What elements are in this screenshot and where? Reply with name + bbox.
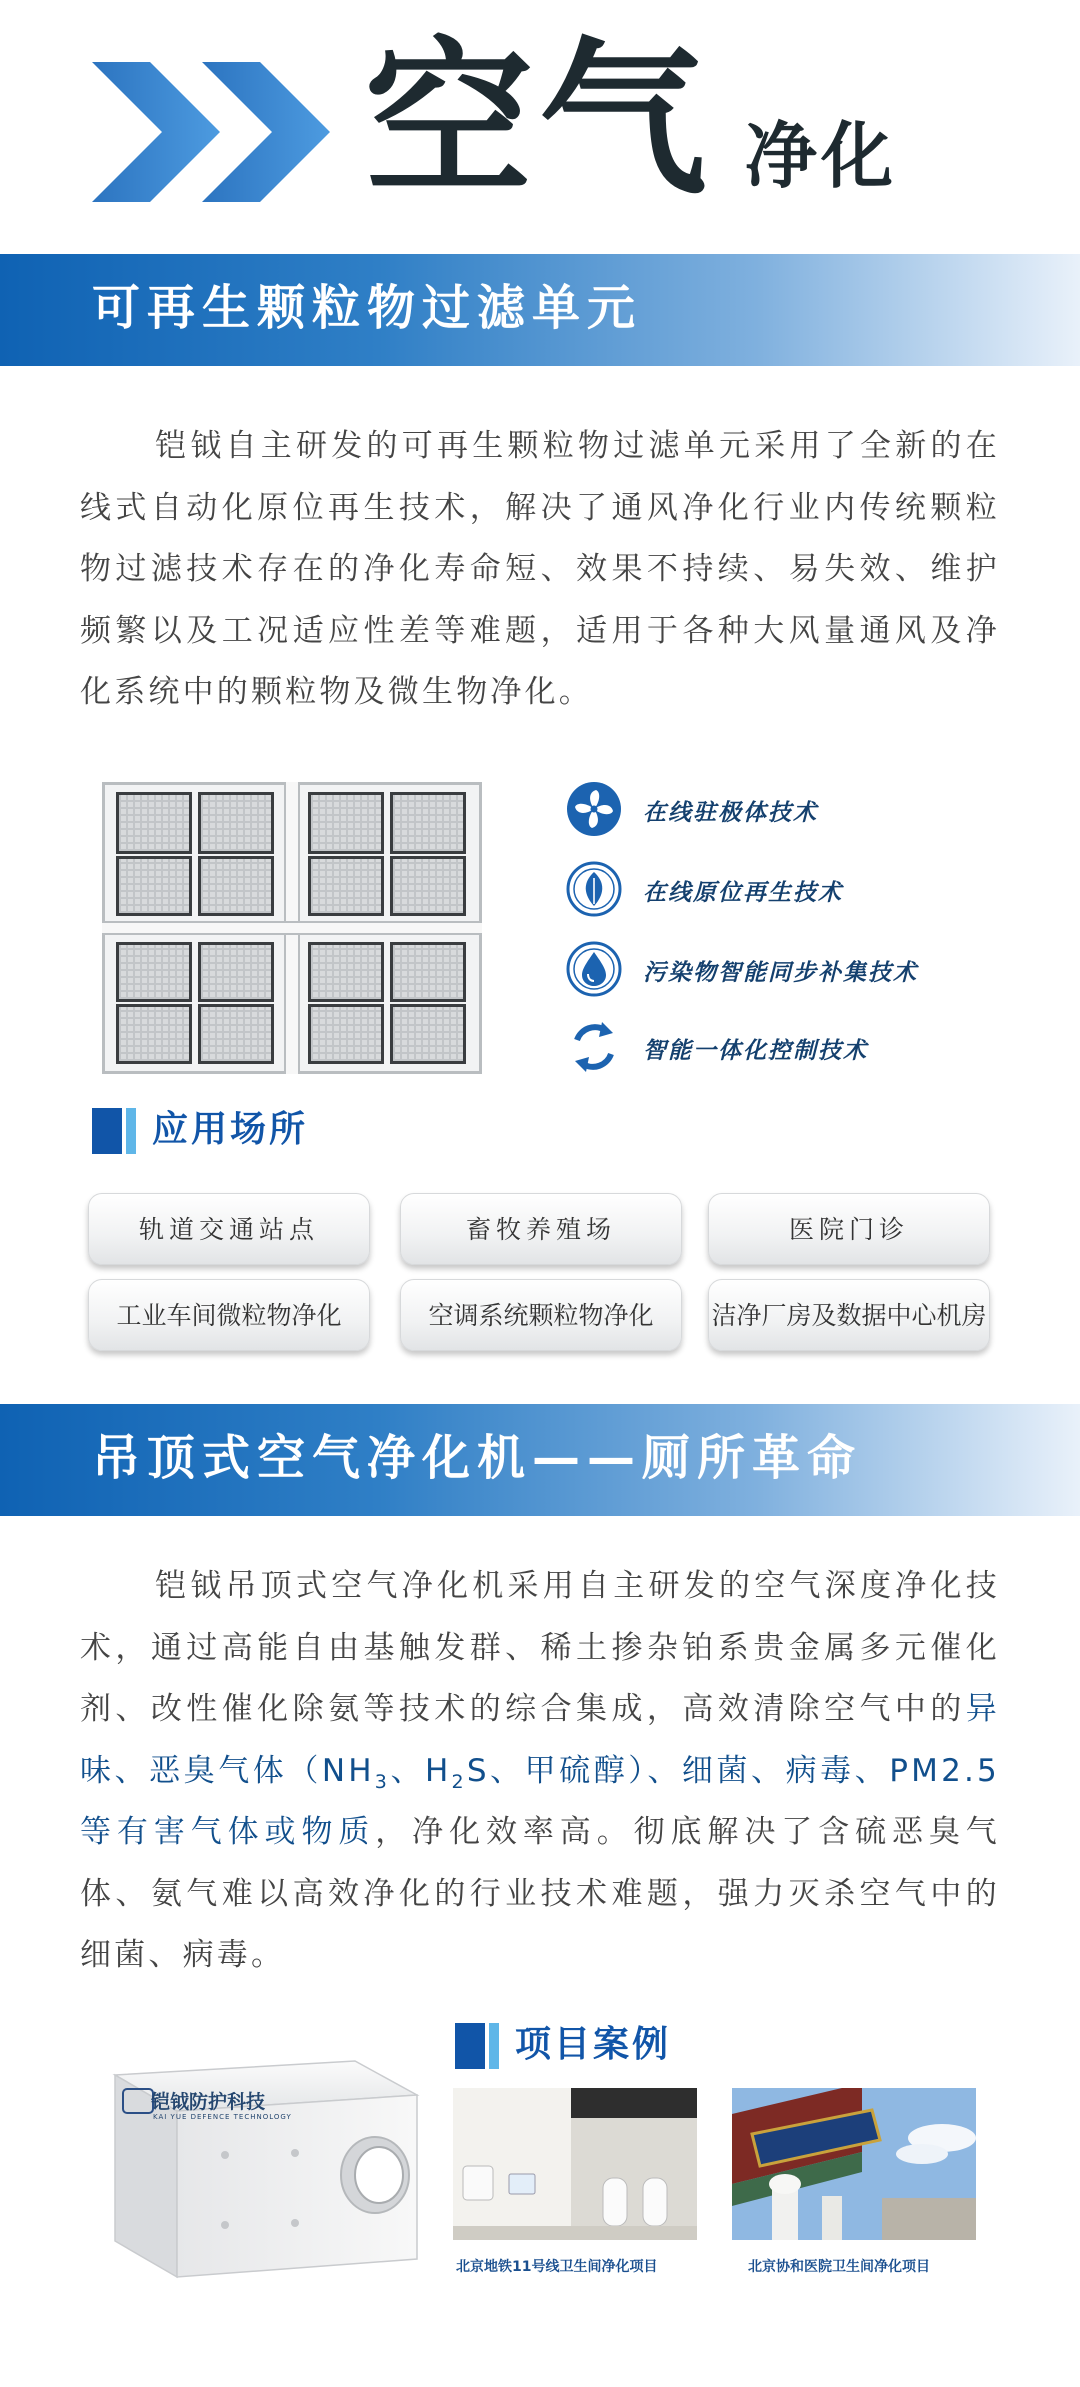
double-chevron-icon <box>92 62 342 202</box>
section-banner-ceiling-purifier <box>0 1404 1080 1516</box>
ceiling-purifier-description: 铠钺吊顶式空气净化机采用自主研发的空气深度净化技术，通过高能自由基触发群、稀土掺杂铂系贵金属多元催化剂、改性催化除氨等技术的综合集成，高效清除空气中的异味、恶臭气体（$NH_3$、$H_2S$、甲硫醇）、细菌、病毒、PM2.5等有害气体或物质，净化效率高。彻底解决了含硫恶臭气体、氨气难以高效净化的行业技术难题，强力灭杀空气中的细菌、病毒。 <box>80 1568 1000 1973</box>
place-tag: 畜牧养殖场 <box>400 1193 682 1265</box>
places-heading <box>92 1106 412 1156</box>
case-caption: 北京地铁11号线卫生间净化项目 <box>456 2259 658 2275</box>
section-banner-title: 吊顶式空气净化机——厕所革命 <box>92 1430 863 1486</box>
case-photo-subway-restroom <box>453 2088 697 2240</box>
tech-label: 在线驻极体技术 <box>643 800 818 826</box>
tech-item-electret <box>565 780 1025 840</box>
page-title-suffix: 净化 <box>745 114 898 198</box>
filter-unit-text: 铠钺自主研发的可再生颗粒物过滤单元采用了全新的在线式自动化原位再生技术，解决了通风净化行业内传统颗粒物过滤技术存在的净化寿命短、效果不持续、易失效、维护频繁以及工况适应性差等难题，适用于各种大风量通风及净化系统中的颗粒物及微生物净化。 <box>80 428 1000 710</box>
product-logo-en: KAI YUE DEFENCE TECHNOLOGY <box>153 2113 292 2121</box>
fan-icon <box>565 780 623 838</box>
place-tag: 洁净厂房及数据中心机房 <box>708 1279 990 1351</box>
cycle-arrows-icon <box>565 1018 623 1076</box>
filter-unit-image <box>102 782 482 1074</box>
case-caption: 北京协和医院卫生间净化项目 <box>748 2259 930 2275</box>
droplet-icon <box>565 940 623 998</box>
tech-item-smart-control <box>565 1018 1025 1078</box>
leaf-icon <box>565 860 623 918</box>
tech-item-regeneration <box>565 860 1025 920</box>
purifier-product-image <box>105 2055 425 2280</box>
place-tag: 空调系统颗粒物净化 <box>400 1279 682 1351</box>
cases-heading <box>455 2021 775 2071</box>
page-title: 空气 <box>365 22 713 218</box>
page-header <box>0 0 1080 250</box>
place-tag: 工业车间微粒物净化 <box>88 1279 370 1351</box>
place-tag: 轨道交通站点 <box>88 1193 370 1265</box>
case-photo-hospital-gate <box>732 2088 976 2240</box>
product-logo-text: 铠钺防护科技 <box>151 2091 266 2113</box>
place-tag: 医院门诊 <box>708 1193 990 1265</box>
tech-label: 在线原位再生技术 <box>643 880 843 906</box>
cases-heading-text: 项目案例 <box>515 2024 672 2065</box>
places-heading-text: 应用场所 <box>152 1109 309 1150</box>
tech-item-pollutant-capture <box>565 940 1025 1000</box>
filter-unit-description <box>80 416 1000 736</box>
section-banner-filter-unit <box>0 254 1080 366</box>
section-banner-title: 可再生颗粒物过滤单元 <box>92 280 643 336</box>
tech-label: 智能一体化控制技术 <box>643 1038 868 1064</box>
tech-label: 污染物智能同步补集技术 <box>643 960 918 986</box>
